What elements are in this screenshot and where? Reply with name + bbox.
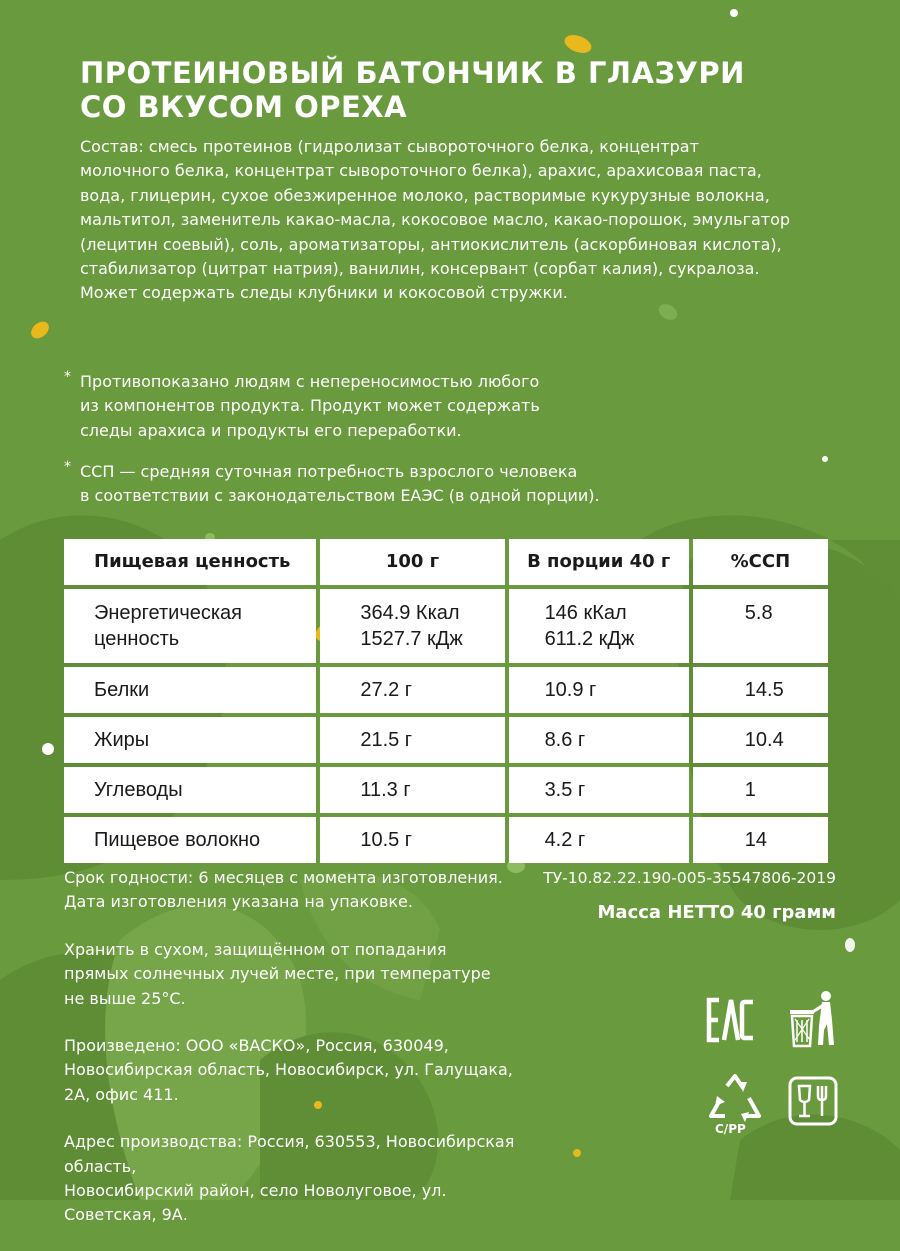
nutrient-per-100g: 10.5 г [320,817,504,863]
nutrition-table [60,535,832,867]
nutrient-per-portion: 4.2 г [509,817,689,863]
nutrition-row-energy [64,589,828,663]
recycle-code-label: C/PP [715,1122,746,1136]
shelf-life: Срок годности: 6 месяцев с момента изготовления. Дата изготовления указана на упаковке. [64,868,503,912]
producer-info: Произведено: ООО «ВАСКО», Россия, 630049, Новосибирская область, Новосибирск, ул. Галущака, 2А, офис 411. [64,1036,513,1104]
composition-text [80,135,850,306]
nutrient-per-100g: 27.2 г [320,667,504,713]
contraindication-note [64,370,684,443]
nutrition-header-row [64,539,828,585]
storage-conditions: Хранить в сухом, защищённом от попадания прямых солнечных лучей месте, при температуре не выше 25°С. [64,939,491,1008]
nutrient-dv: 14.5 [693,667,828,713]
product-title-line-2: СО ВКУСОМ ОРЕХА [80,90,408,124]
certification-icons [700,990,845,1140]
nutrition-row [64,767,828,813]
ssp-definition-note [64,460,684,509]
energy-per-100g: 364.9 Ккал 1527.7 кДж [320,589,504,663]
nutrient-per-100g: 11.3 г [320,767,504,813]
nutrient-dv: 1 [693,767,828,813]
header-per-100g: 100 г [320,539,504,585]
nutrition-row [64,717,828,763]
note-line: следы арахиса и продукты его переработки. [80,420,462,440]
composition-line: (лецитин соевый), соль, ароматизаторы, антиокислитель (аскорбиновая кислота), [80,234,782,254]
nutrient-label: Белки [64,667,316,713]
composition-line: Состав: смесь протеинов (гидролизат сывороточного белка, концентрат [80,137,699,156]
energy-dv: 5.8 [693,589,828,663]
trash-bin-icon [788,990,840,1048]
composition-line: стабилизатор (цитрат натрия), ванилин, консервант (сорбат калия), сукралоза. [80,259,760,279]
note-line: в соответствии с законодательством ЕАЭС (в одной порции). [80,486,600,506]
food-contact-icon [788,1076,838,1126]
nutrient-per-portion: 8.6 г [509,717,689,763]
header-per-portion: В порции 40 г [509,539,689,585]
nutrient-per-portion: 3.5 г [509,767,689,813]
energy-label: Энергетическая ценность [64,589,316,663]
storage-and-producer-info [64,866,534,1251]
nutrition-row [64,817,828,863]
composition-line: мальтитол, заменитель какао-масла, кокосовое масло, какао-порошок, эмульгатор [80,210,791,230]
nutrient-label: Жиры [64,717,316,763]
note-line: Противопоказано людям с непереносимостью любого [80,372,540,391]
product-title [80,56,840,124]
energy-per-portion: 146 кКал 611.2 кДж [509,589,689,663]
nutrient-per-portion: 10.9 г [509,667,689,713]
note-line: из компонентов продукта. Продукт может содержать [80,396,540,416]
nutrition-row [64,667,828,713]
composition-line: Может содержать следы клубники и кокосовой стружки. [80,283,568,303]
footnote-star: * [64,369,71,385]
nutrient-per-100g: 21.5 г [320,717,504,763]
note-line: ССП — средняя суточная потребность взрослого человека [80,462,578,481]
production-address: Адрес производства: Россия, 630553, Новосибирская область, Новосибирский район, село Новолуговое, ул. Советская, 9А. [64,1132,515,1225]
net-mass: Масса НЕТТО 40 грамм [597,902,836,923]
composition-line: молочного белка, концентрат сывороточного белка), арахис, арахисовая паста, [80,161,762,181]
nutrient-dv: 10.4 [693,717,828,763]
footnote-star: * [64,459,71,475]
nutrient-label: Пищевое волокно [64,817,316,863]
header-nutritional-value: Пищевая ценность [64,539,316,585]
product-title-line-1: ПРОТЕИНОВЫЙ БАТОНЧИК В ГЛАЗУРИ [80,56,745,90]
technical-spec-code: ТУ-10.82.22.190-005-35547806-2019 [543,869,836,887]
nutrient-label: Углеводы [64,767,316,813]
eac-icon [706,995,756,1045]
composition-line: вода, глицерин, сухое обезжиренное молоко, растворимые кукурузные волокна, [80,185,770,205]
header-daily-value: %ССП [693,539,828,585]
nutrient-dv: 14 [693,817,828,863]
